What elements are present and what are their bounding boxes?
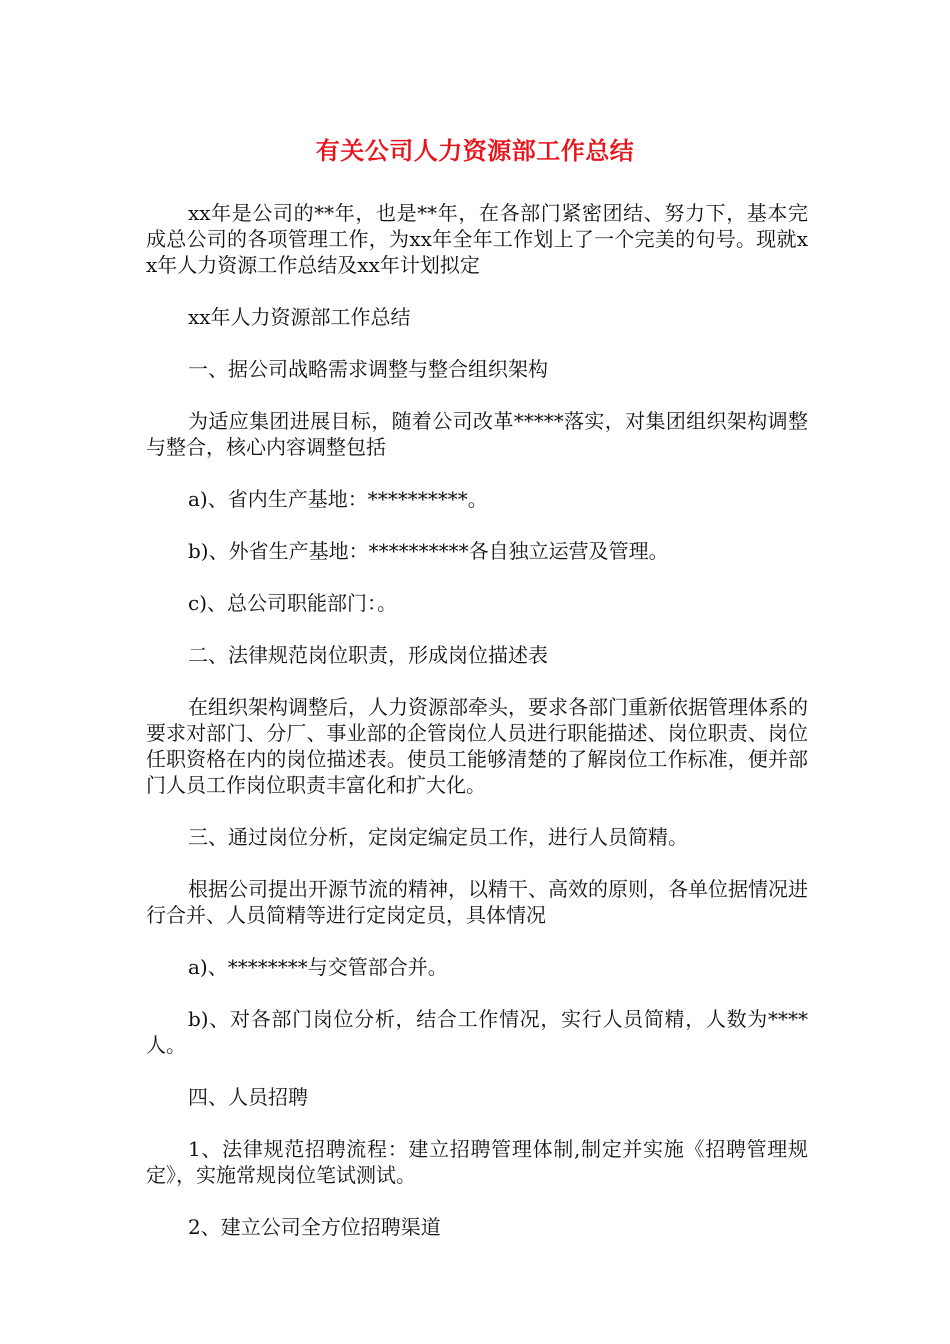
list-item-4-2: 2、建立公司全方位招聘渠道	[188, 1215, 441, 1239]
paragraph-section-3: 根据公司提出开源节流的精神，以精干、高效的原则，各单位据情况进行合并、人员简精等进行定岗定员，具体情况	[146, 877, 808, 927]
document-title: 有关公司人力资源部工作总结	[315, 137, 635, 165]
list-item-3a: a)、********与交管部合并。	[188, 955, 448, 979]
list-item-1a: a)、省内生产基地：**********。	[188, 487, 488, 511]
list-item-3b: b)、对各部门岗位分析，结合工作情况，实行人员简精，人数为****人。	[146, 1007, 808, 1057]
section-heading-2: 二、法律规范岗位职责，形成岗位描述表	[188, 643, 548, 667]
section-heading-1: 一、据公司战略需求调整与整合组织架构	[188, 357, 548, 381]
section-heading-4: 四、人员招聘	[188, 1085, 308, 1109]
document-body	[146, 200, 808, 1266]
paragraph-section-2: 在组织架构调整后，人力资源部牵头，要求各部门重新依据管理体系的要求对部门、分厂、事业部的企管岗位人员进行职能描述、岗位职责、岗位任职资格在内的岗位描述表。使员工能够清楚的了解岗位工作标准，便并部门人员工作岗位职责丰富化和扩大化。	[146, 695, 808, 797]
list-item-1c: c)、总公司职能部门：。	[188, 591, 398, 615]
paragraph-summary-heading: xx年人力资源部工作总结	[188, 305, 411, 329]
section-heading-3: 三、通过岗位分析，定岗定编定员工作，进行人员简精。	[188, 825, 688, 849]
list-item-4-1: 1、法律规范招聘流程：建立招聘管理体制,制定并实施《招聘管理规定》，实施常规岗位笔试测试。	[146, 1137, 808, 1187]
paragraph-intro: xx年是公司的**年，也是**年，在各部门紧密团结、努力下，基本完成总公司的各项管理工作，为xx年全年工作划上了一个完美的句号。现就xx年人力资源工作总结及xx年计划拟定	[146, 201, 808, 277]
paragraph-section-1: 为适应集团进展目标，随着公司改革*****落实，对集团组织架构调整与整合，核心内容调整包括	[146, 409, 808, 459]
list-item-1b: b)、外省生产基地：**********各自独立运营及管理。	[188, 539, 669, 563]
